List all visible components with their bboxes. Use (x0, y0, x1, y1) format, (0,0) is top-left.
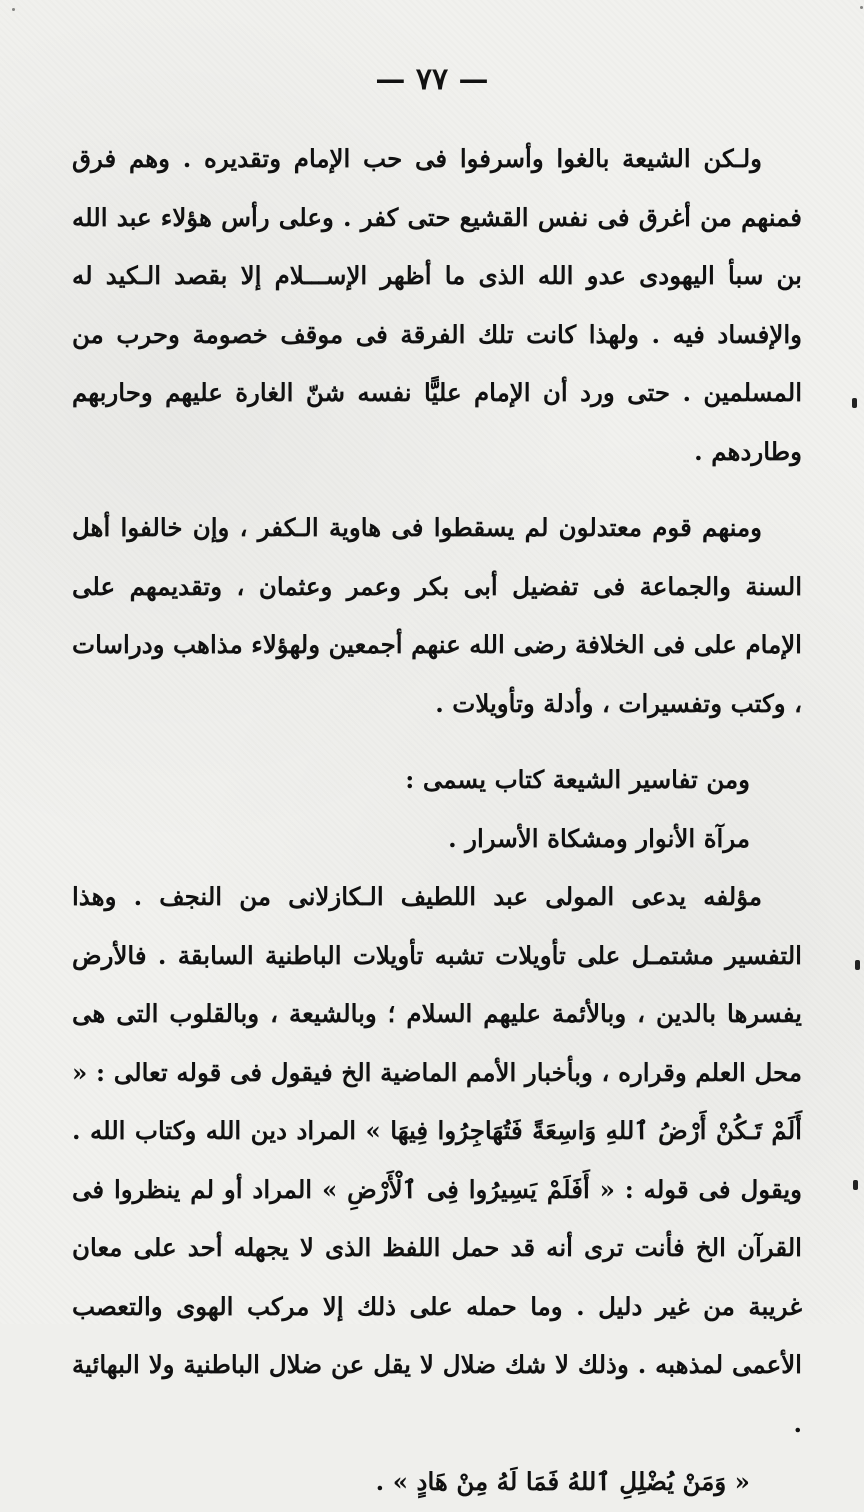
paragraph-gap (72, 481, 802, 499)
scan-speck (860, 6, 863, 9)
paragraph-shia-extremists: ولـكن الشيعة بالغوا وأسرفوا فى حب الإمام وتقديره . وهم فرق فمنهم من أغرق فى نفس القشيع حتى كفر . وعلى رأس هؤلاء عبد الله بن سبأ اليهودى عدو الله الذى ما أظهر الإســـلام إلا بقصد الـكيد له والإفساد فيه . ولهذا كانت تلك الفرقة فى موقف خصومة وحرب من المسلمين . حتى ورد أن الإمام عليًّا نفسه شنّ الغارة عليهم وحاربهم وطاردهم . (72, 144, 802, 466)
scan-speck (480, 1312, 483, 1315)
intro-line: ومن تفاسير الشيعة كتاب يسمى : (405, 765, 750, 794)
scan-edge-mark (855, 960, 860, 970)
book-title: مرآة الأنوار ومشكاة الأسرار . (448, 823, 750, 853)
page-body (72, 130, 802, 1512)
scan-edge-mark (853, 1180, 858, 1190)
scan-speck (12, 8, 15, 11)
paragraph-tafsir-description: مؤلفه يدعى المولى عبد اللطيف الـكازلانى من النجف . وهذا التفسير مشتمـل على تأويلات تشبه تأويلات الباطنية السابقة . فالأرض يفسرها بالدين ، وبالأئمة عليهم السلام ؛ وبالشيعة ، وبالقلوب التى هى محل العلم وقراره ، وبأخبار الأمم الماضية الخ فيقول فى قوله تعالى : « أَلَمْ تَـكُنْ أَرْضُ ٱللهِ وَاسِعَةً فَتُهَاجِرُوا فِيهَا » المراد دين الله وكتاب الله . ويقول فى قوله : « أَفَلَمْ يَسِيرُوا فِى ٱلْأَرْضِ » المراد أو لم ينظروا فى القرآن الخ فأنت ترى أنه قد حمل اللفظ الذى لا يجهله أحد على معان غريبة من غير دليل . وما حمله على ذلك إلا مركب الهوى والتعصب الأعمى لمذهبه . وذلك لا شك ضلال لا يقل عن ضلال الباطنية ولا البهائية . (72, 882, 802, 1438)
closing-verse: « وَمَنْ يُضْلِلِ ٱللهُ فَمَا لَهُ مِنْ هَادٍ » . (375, 1467, 750, 1496)
page-number: — ٧٧ — (375, 62, 489, 97)
paragraph-gap (72, 733, 802, 751)
paragraph-moderate-shia: ومنهم قوم معتدلون لم يسقطوا فى هاوية الـكفر ، وإن خالفوا أهل السنة والجماعة فى تفضيل أبى بكر وعمر وعثمان ، وتقديمهم على الإمام على فى الخلافة رضى الله عنهم أجمعين ولهؤلاء مذاهب ودراسات ، وكتب وتفسيرات ، وأدلة وتأويلات . (72, 513, 802, 718)
scan-edge-mark (852, 398, 857, 408)
